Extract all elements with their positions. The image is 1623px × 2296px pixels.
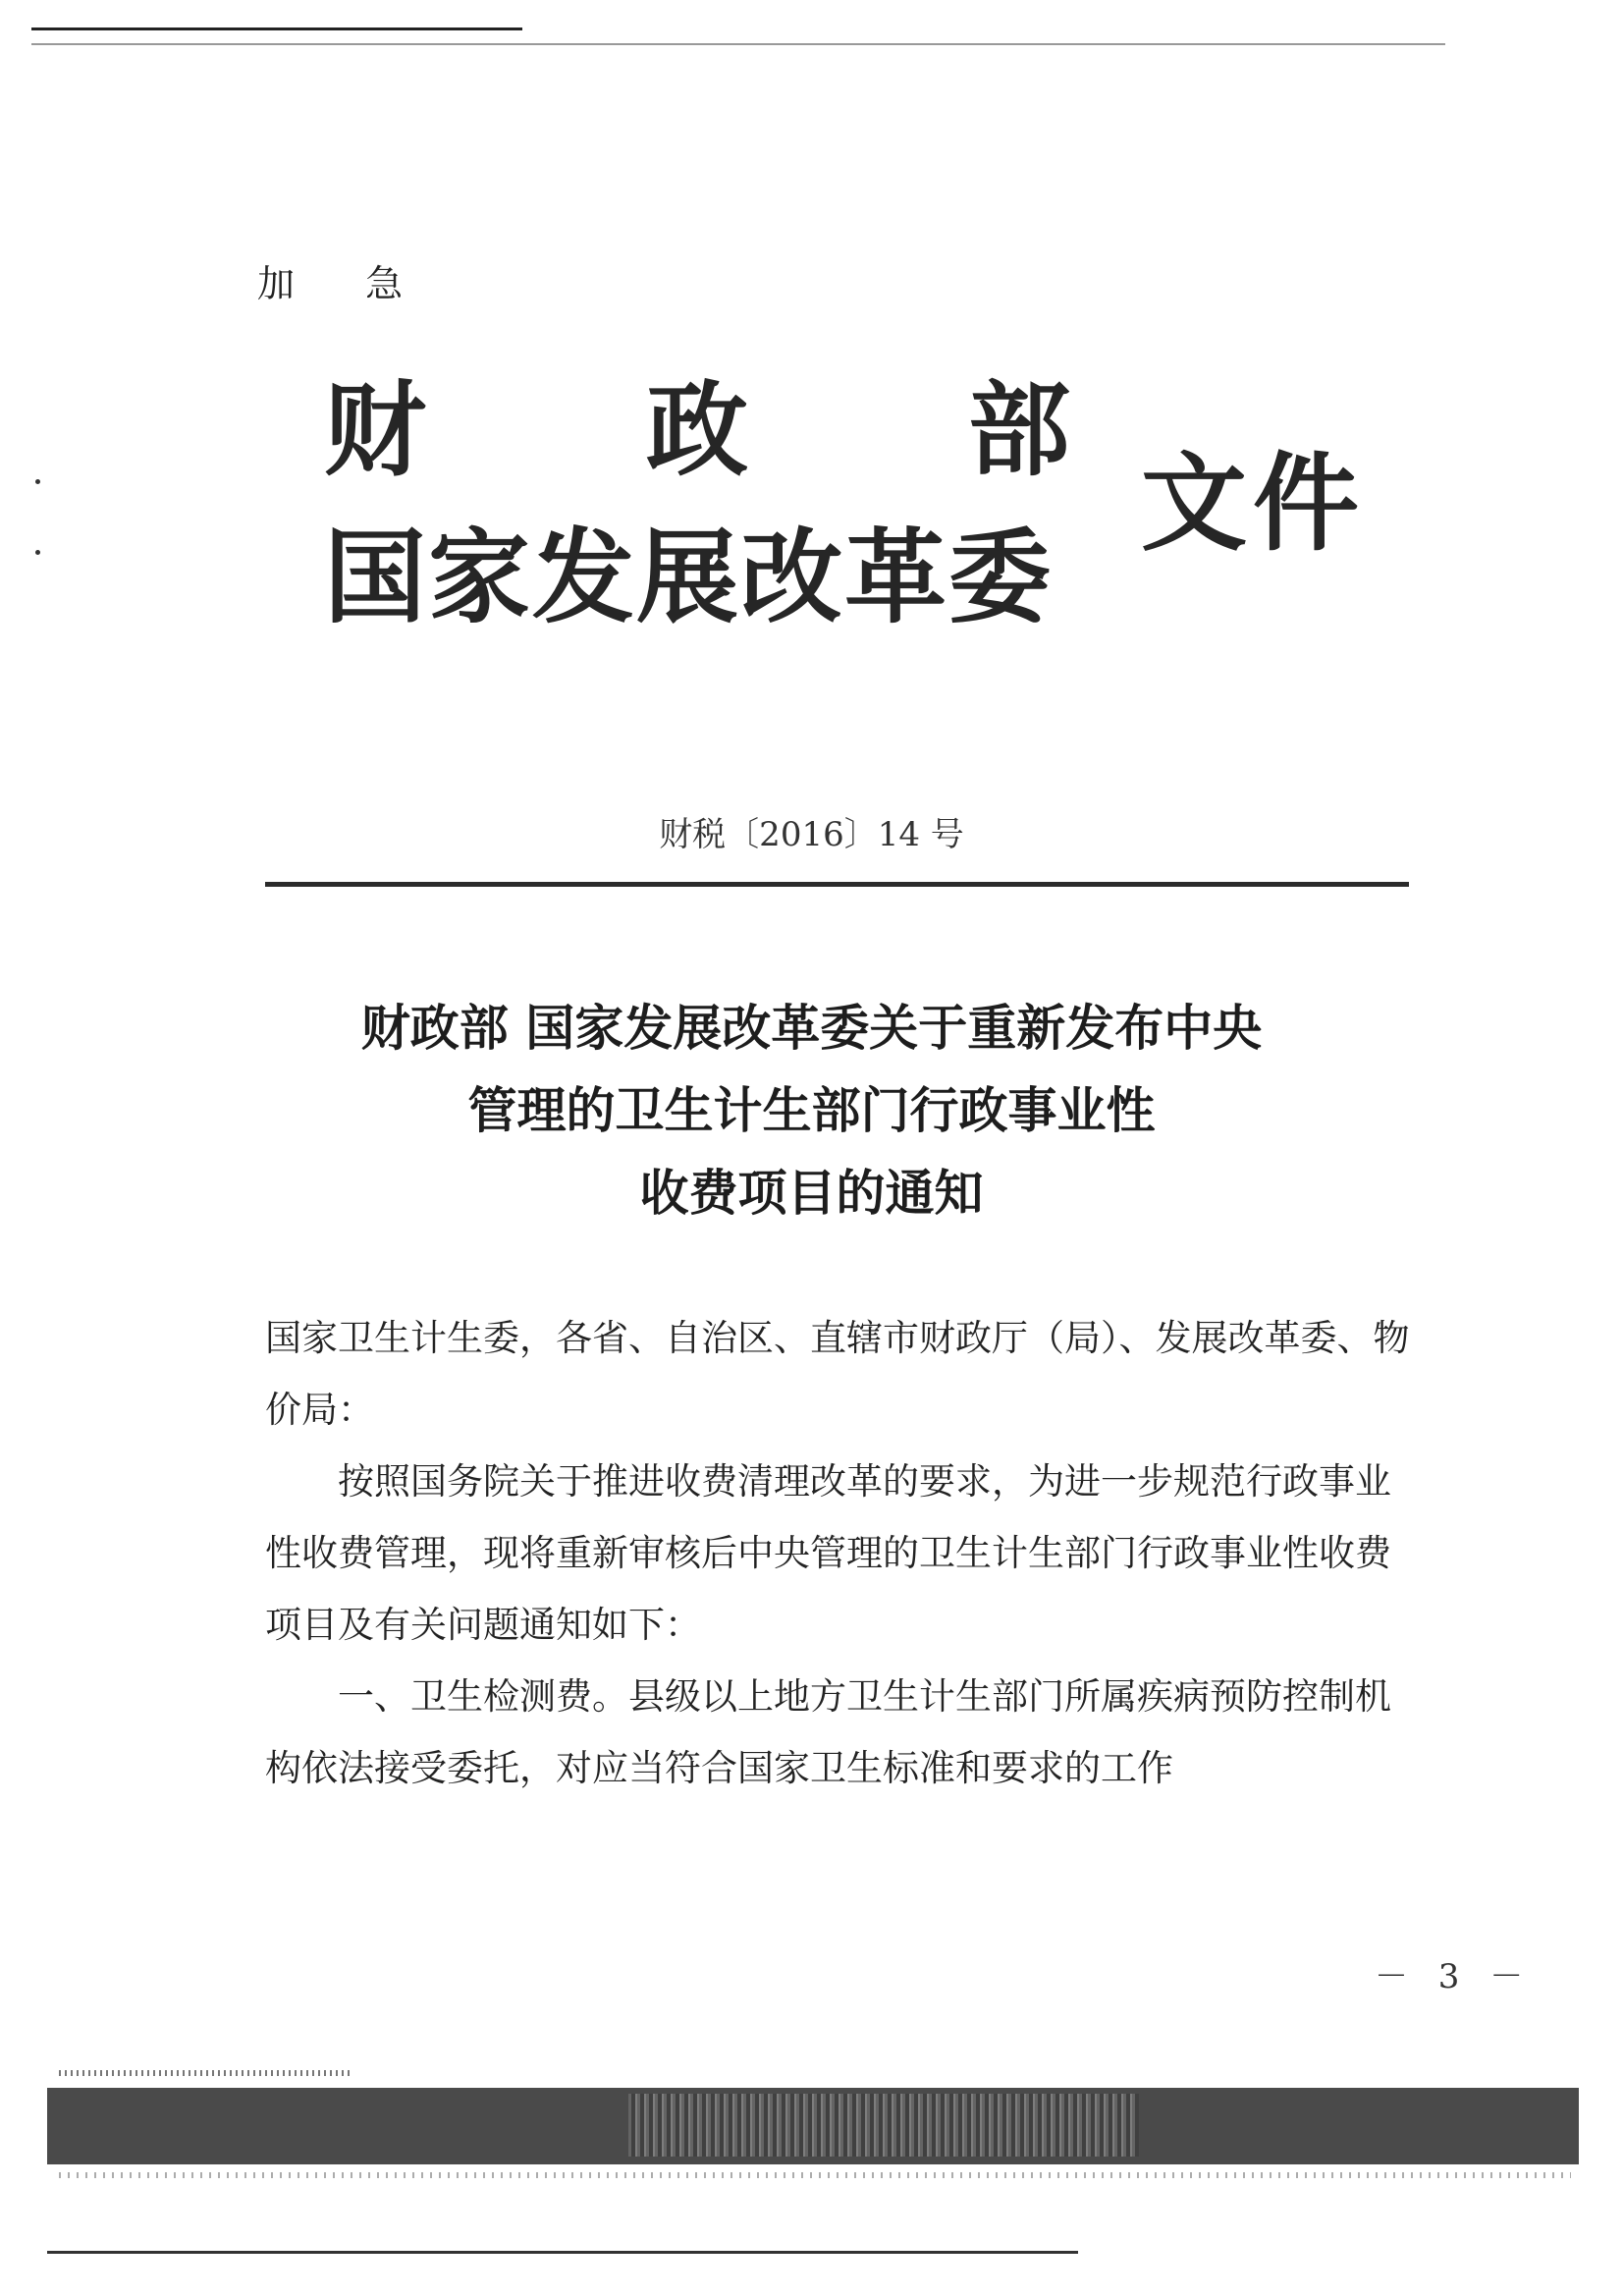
title-line: 管理的卫生计生部门行政事业性 (467, 1081, 1156, 1139)
scan-speck (35, 479, 40, 484)
urgency-mark: 加 急 (257, 262, 433, 305)
document-title (0, 987, 1623, 1234)
header-divider (265, 882, 1409, 887)
document-number: 财税〔2016〕14 号 (659, 815, 964, 854)
issuer-header (324, 371, 1404, 656)
scan-noise (628, 2094, 1139, 2157)
issuer-suffix: 文件 (1141, 442, 1366, 566)
page-number: － 3 － (1375, 1957, 1534, 1996)
title-line: 收费项目的通知 (639, 1164, 984, 1222)
addressee: 国家卫生计生委，各省、自治区、直辖市财政厅（局）、发展改革委、物价局： (265, 1317, 1410, 1431)
title-line: 财政部 国家发展改革委关于重新发布中央 (360, 999, 1263, 1057)
issuer-line-1 (324, 371, 1070, 489)
scan-speck (35, 550, 40, 555)
issuer-line-2: 国家发展改革委 (324, 517, 1054, 637)
scan-edge-line (47, 2251, 1078, 2254)
scan-edge-line (31, 27, 522, 30)
body-paragraph: 一、卫生检测费。县级以上地方卫生计生部门所属疾病预防控制机构依法接受委托，对应当符合国家卫生标准和要求的工作 (265, 1675, 1391, 1789)
issuer-char: 部 (967, 369, 1070, 490)
scan-edge-line (31, 43, 1445, 45)
body-paragraph: 按照国务院关于推进收费清理改革的要求，为进一步规范行政事业性收费管理，现将重新审核后中央管理的卫生计生部门行政事业性收费项目及有关问题通知如下： (265, 1460, 1391, 1646)
issuer-char: 财 (324, 369, 427, 490)
scan-noise (59, 2172, 1571, 2178)
issuer-char: 政 (645, 369, 748, 490)
document-body (265, 1302, 1424, 1804)
scan-noise (59, 2070, 353, 2076)
